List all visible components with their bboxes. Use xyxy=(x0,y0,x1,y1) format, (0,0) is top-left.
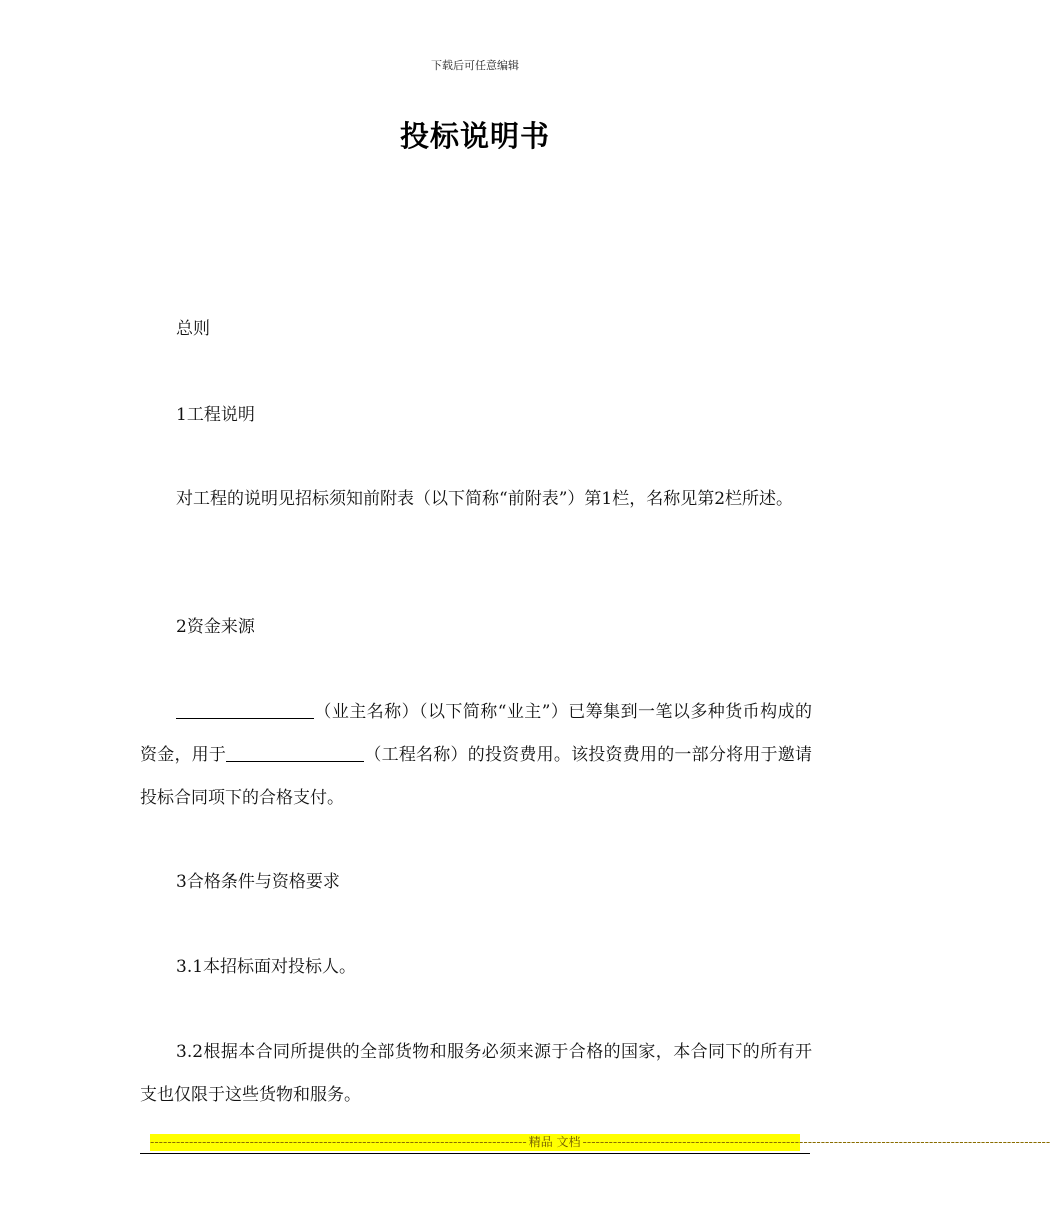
section-1-heading: 1工程说明 xyxy=(176,405,255,425)
section-general: 总则 xyxy=(176,319,210,339)
section-2-body-part-b: （工程名称）的投资费用。该投资费用的一部分将用于邀请投标合同项下的合格支付。 xyxy=(140,745,813,808)
footer-rule xyxy=(140,1153,810,1154)
footer-dashes-right: ------------------------------------------------------------------------------------------------------------ xyxy=(582,1135,1050,1149)
section-3-heading: 3合格条件与资格要求 xyxy=(176,872,340,892)
blank-owner-name xyxy=(176,700,314,719)
header-note: 下载后可任意编辑 xyxy=(431,59,519,72)
section-3-1: 3.1本招标面对投标人。 xyxy=(176,957,357,977)
footer-banner xyxy=(150,1134,1050,1151)
footer-label: 精品 文档 xyxy=(528,1135,581,1149)
document-title: 投标说明书 xyxy=(399,119,550,153)
section-2-body xyxy=(140,691,812,820)
footer-dashes-left: --------------------------------------------------------------------------------------- xyxy=(150,1135,527,1149)
section-2-heading: 2资金来源 xyxy=(176,617,255,637)
section-3-2: 3.2根据本合同所提供的全部货物和服务必须来源于合格的国家，本合同下的所有开支也仅限于这些货物和服务。 xyxy=(140,1042,812,1105)
section-2-body-part-a: （业主名称）（以下简称“业主”）已筹集到一笔以多种货币构成的资金，用于 xyxy=(140,702,812,765)
blank-project-name xyxy=(226,743,364,762)
section-1-body: 对工程的说明见招标须知前附表（以下简称“前附表”）第1栏，名称见第2栏所述。 xyxy=(176,489,794,509)
